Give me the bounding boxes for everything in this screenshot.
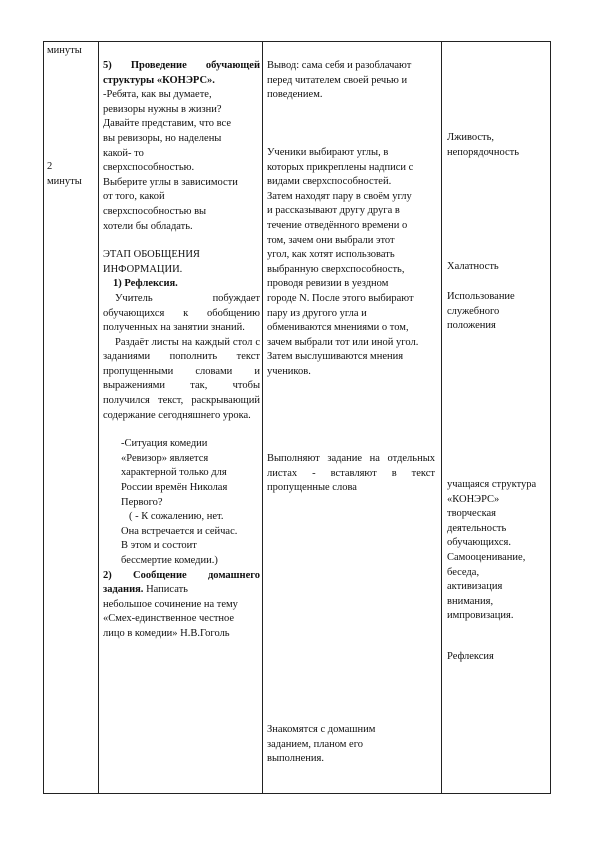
text-line: проводя ревизии в уездном bbox=[267, 278, 389, 290]
text-line: какой- то bbox=[103, 147, 144, 159]
text-line: обучающихся. bbox=[447, 537, 511, 549]
task-text: Выполняют задание на отдельных листах - вставляют в текст пропущенные слова bbox=[267, 453, 435, 494]
reflection-title: 1) Рефлексия. bbox=[113, 278, 178, 290]
text-line: городе N. После этого выбирают bbox=[267, 292, 414, 304]
duration-text: минуты bbox=[47, 45, 82, 56]
text-line: -Ситуация комедии bbox=[121, 438, 208, 450]
text-line: ( - К сожалению, нет. bbox=[129, 511, 224, 523]
text-line: характерной только для bbox=[121, 467, 227, 479]
text-line: сверхспособностью. bbox=[103, 162, 195, 174]
text-line: которых прикреплены надписи с bbox=[267, 161, 414, 173]
text-line: Самооценивание, bbox=[447, 551, 526, 563]
homework-text bbox=[103, 598, 260, 642]
negligence-cell bbox=[447, 260, 550, 275]
vice-cell bbox=[447, 131, 550, 160]
text-line: «Ревизор» является bbox=[121, 452, 209, 464]
text-line: внимания, bbox=[447, 595, 494, 607]
teacher-activity-cell bbox=[103, 59, 260, 642]
text-line: «КОНЭРС» bbox=[447, 493, 500, 505]
negligence-text: Халатность bbox=[447, 261, 499, 272]
text-line: зачем выбрали тот или иной угол. bbox=[267, 336, 419, 348]
text-line: бессмертие комедии.) bbox=[121, 555, 218, 566]
text-line: В этом и состоит bbox=[121, 540, 197, 552]
column-divider bbox=[441, 42, 442, 793]
text-line: учащаяся структура bbox=[447, 479, 537, 490]
homework-title: 2) Сообщение домашнего задания. bbox=[103, 569, 260, 596]
column-divider bbox=[98, 42, 99, 793]
column-divider bbox=[262, 42, 263, 793]
students-activity-cell bbox=[267, 146, 435, 380]
text-line: учеников. bbox=[267, 365, 311, 377]
stage5-text bbox=[103, 88, 260, 234]
text-line: Затем выслушиваются мнения bbox=[267, 351, 404, 363]
situation-answer bbox=[103, 510, 260, 568]
text-line: пару из другого угла и bbox=[267, 307, 367, 319]
text-line: непорядочность bbox=[447, 146, 519, 158]
reflection-cell bbox=[447, 650, 550, 665]
duration-number: 2 bbox=[47, 161, 53, 172]
text-line: положения bbox=[447, 320, 496, 332]
text-line: Выберите углы в зависимости bbox=[103, 176, 238, 188]
text-line: выполнения. bbox=[267, 753, 324, 765]
text-line: России времён Николая bbox=[121, 482, 228, 494]
text-line: Затем находят пару в своём углу bbox=[267, 190, 412, 202]
text-line: сверхспособностью вы bbox=[103, 205, 207, 217]
text-line: беседа, bbox=[447, 566, 480, 578]
homework-inline: Написать bbox=[146, 584, 188, 596]
text-line: угол, как хотят использовать bbox=[267, 249, 395, 261]
text-line: ревизоры нужны в жизни? bbox=[103, 103, 222, 115]
text-line: хотели бы обладать. bbox=[103, 220, 193, 232]
text-line: творческая bbox=[447, 508, 497, 520]
text-line: обмениваются мнениями о том, bbox=[267, 322, 409, 334]
text-line: Использование bbox=[447, 291, 515, 302]
text-line: заданием, планом его bbox=[267, 738, 364, 750]
text-line: активизация bbox=[447, 581, 503, 593]
text-line: служебного bbox=[447, 305, 500, 317]
teacher-text: Учитель побуждает обучающихся к обобщению полученных на занятии знаний. bbox=[103, 292, 260, 334]
duration-cell bbox=[47, 160, 99, 189]
text-line: течение отведённого времени о bbox=[267, 219, 408, 231]
text-line: от того, какой bbox=[103, 191, 165, 203]
text-line: видами сверхспособностей. bbox=[267, 176, 392, 188]
duration-unit: минуты bbox=[47, 175, 82, 187]
conclusion-cell bbox=[267, 59, 435, 103]
abuse-cell bbox=[447, 290, 550, 334]
text-line: лицо в комедии» Н.В.Гоголь bbox=[103, 627, 230, 639]
homework-student-cell bbox=[267, 723, 435, 767]
stage-summary-title: ЭТАП ОБОБЩЕНИЯ ИНФОРМАЦИИ. bbox=[103, 249, 200, 275]
text-line: Она встречается и сейчас. bbox=[121, 525, 238, 537]
text-line: поведением. bbox=[267, 89, 323, 101]
duration-cell-top bbox=[47, 44, 99, 59]
text-line: небольшое сочинение на тему bbox=[103, 598, 238, 610]
methods-cell bbox=[447, 478, 550, 624]
reflection-text: Рефлексия bbox=[447, 651, 494, 662]
situation-question bbox=[103, 437, 260, 510]
text-line: Первого? bbox=[121, 496, 163, 508]
text-line: вы ревизоры, но наделены bbox=[103, 132, 222, 144]
text-line: деятельность bbox=[447, 522, 507, 534]
text-line: Ученики выбирают углы, в bbox=[267, 147, 389, 158]
stage5-title: 5) Проведение обучающей структуры «КОНЭРС». bbox=[103, 60, 260, 86]
text-line: импровизация. bbox=[447, 610, 514, 622]
homework-heading bbox=[103, 569, 260, 598]
text-line: перед читателем своей речью и bbox=[267, 74, 408, 86]
text-line: Давайте представим, что все bbox=[103, 118, 231, 130]
text-line: -Ребята, как вы думаете, bbox=[103, 89, 212, 101]
text-line: Вывод: сама себя и разоблачают bbox=[267, 60, 412, 71]
text-line: «Смех-единственное честное bbox=[103, 613, 235, 625]
text-line: Знакомятся с домашним bbox=[267, 724, 376, 735]
task-cell bbox=[267, 452, 435, 496]
handout-text: Раздаёт листы на каждый стол с заданиями пополнить текст пропущенными словами и выражениями так, чтобы получился текст, раскрывающий содержание сегодняшнего урока. bbox=[103, 336, 260, 421]
text-line: и рассказывают другу друга в bbox=[267, 205, 400, 217]
text-line: Лживость, bbox=[447, 132, 495, 143]
lesson-table bbox=[43, 41, 551, 794]
text-line: том, зачем они выбрали этот bbox=[267, 234, 395, 246]
text-line: выбранную сверхспособность, bbox=[267, 263, 405, 275]
